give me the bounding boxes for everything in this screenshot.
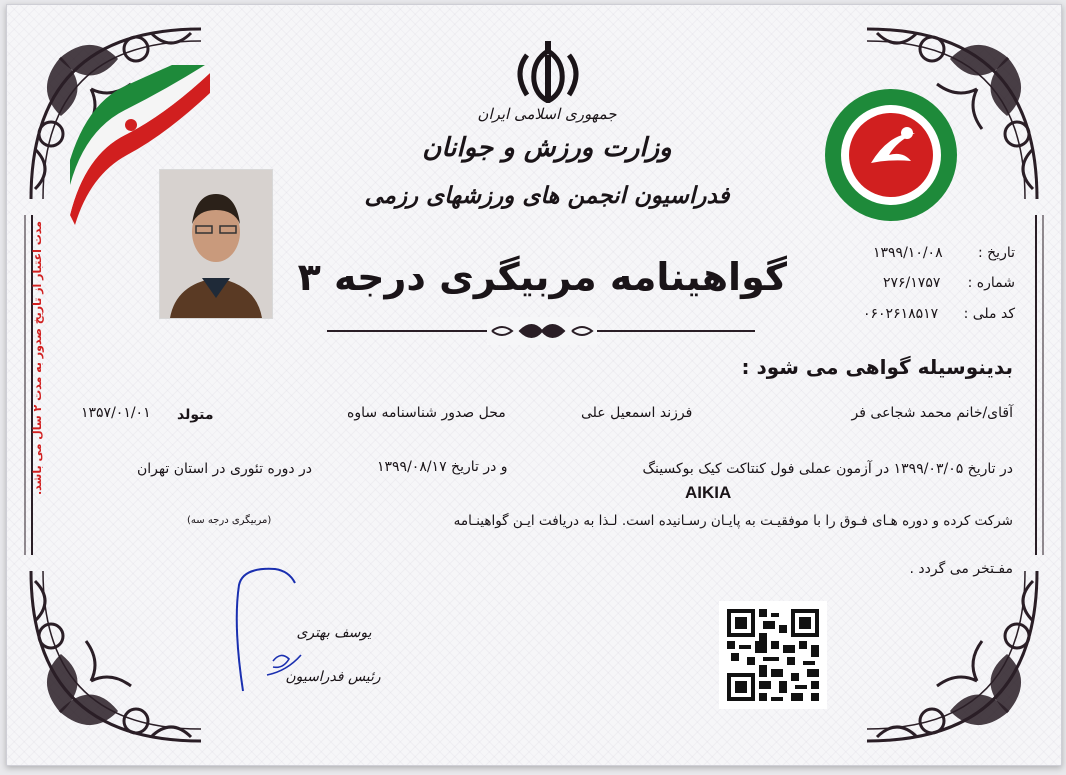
holder-photo <box>159 169 273 319</box>
number-value: ۲۷۶/۱۷۵۷ <box>883 275 941 291</box>
validity-note: مدت اعتبار از تاریخ صدور به مدت ۲ سال می باشد. <box>31 221 44 495</box>
corner-ornament-bottom-right <box>857 561 1047 751</box>
born-value: ۱۳۵۷/۰۱/۰۱ <box>81 405 151 421</box>
portrait-icon <box>160 170 272 318</box>
date-value: ۱۳۹۹/۱۰/۰۸ <box>873 245 943 261</box>
completion-note: (مربیگری درجه سه) <box>187 515 272 526</box>
completion-text: شرکت کرده و دوره هـای فـوق را با موفقیـت به پایـان رسـانیده است. لـذا به دریافت ایـن گواهینـامه <box>453 513 1013 529</box>
holder-name: آقای/خانم محمد شجاعی فر <box>851 405 1013 421</box>
course-date: و در تاریخ ۱۳۹۹/۰۸/۱۷ <box>377 459 508 475</box>
iran-emblem-icon <box>513 41 583 103</box>
national-id-label: کد ملی : <box>963 306 1015 322</box>
exam-text: در تاریخ ۱۳۹۹/۰۳/۰۵ در آزمون عملی فول کنتاکت کیک بوکسینگ <box>642 461 1013 477</box>
right-border-ornament <box>1025 215 1047 555</box>
signer-role: رئیس فدراسیون <box>285 669 381 685</box>
certificate-title: گواهینامه مربیگری درجه ۳ <box>297 255 787 299</box>
signer-name: یوسف بهتری <box>296 625 372 641</box>
qr-code <box>719 601 827 709</box>
corner-ornament-bottom-left <box>21 561 211 751</box>
ministry-title: وزارت ورزش و جوانان <box>422 133 672 163</box>
date-label: تاریخ : <box>977 245 1015 261</box>
federation-title: فدراسیون انجمن های ورزشهای رزمی <box>364 183 730 209</box>
divider-ornament-icon <box>487 317 597 345</box>
national-id-value: ۰۶۰۲۶۱۸۵۱۷ <box>863 306 939 322</box>
intro-text: بدینوسیله گواهی می شود : <box>741 355 1013 379</box>
republic-title: جمهوری اسلامی ایران <box>477 105 617 123</box>
birthplace: محل صدور شناسنامه ساوه <box>347 405 506 421</box>
style-name: AIKIA <box>685 483 732 502</box>
qr-code-icon <box>719 601 827 709</box>
province-text: در دوره تئوری در استان تهران <box>137 461 313 477</box>
certificate <box>6 4 1062 766</box>
father-name: فرزند اسمعیل علی <box>581 405 693 421</box>
born-label: متولد <box>177 407 214 423</box>
federation-logo <box>819 85 969 225</box>
number-label: شماره : <box>967 275 1015 291</box>
closing-text: مفـتخر می گردد . <box>909 561 1013 577</box>
